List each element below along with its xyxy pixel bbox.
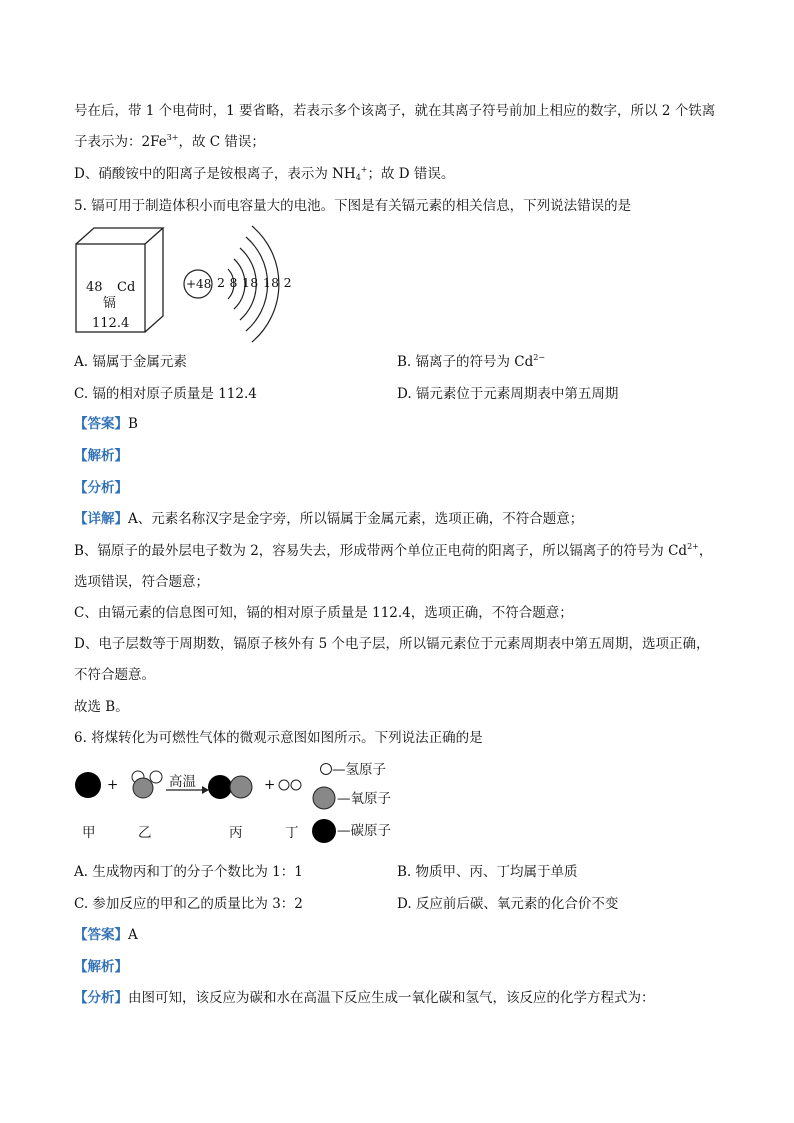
- q5-choice: 故选 B。: [74, 699, 129, 715]
- legend-hydrogen-atom: [321, 764, 332, 775]
- text-run: ；故 D 错误。: [367, 166, 455, 182]
- legend-carbon-atom: [312, 819, 336, 843]
- legend-carbon-label: —碳原子: [337, 823, 391, 839]
- q6-option-a: A. 生成物丙和丁的分子个数比为 1：1: [74, 864, 303, 880]
- label-yi: 乙: [138, 825, 152, 841]
- oxygen-atom: [230, 776, 252, 798]
- answer-label: 【答案】: [74, 416, 128, 432]
- carbon-atom: [75, 772, 101, 798]
- answer-value: B: [128, 416, 138, 432]
- label-ding: 丁: [285, 825, 299, 841]
- analysis-label: 【解析】: [74, 448, 128, 464]
- legend-oxygen-atom: [313, 787, 335, 809]
- q5-detail-b: [74, 541, 712, 561]
- question-6-stem: 6. 将煤转化为可燃性气体的微观示意图如图所示。下列说法正确的是: [74, 730, 483, 746]
- text-run: ，故 C 错误；: [178, 134, 265, 150]
- q6-answer: [74, 925, 138, 945]
- text-run: A、元素名称汉字是金字旁，所以镉属于金属元素，选项正确，不符合题意；: [128, 511, 584, 527]
- q5-fenxi-heading: [74, 478, 128, 498]
- question-5-stem: 5. 镉可用于制造体积小而电容量大的电池。下图是有关镉元素的相关信息，下列说法错误的是: [74, 198, 632, 214]
- reaction-diagram: [70, 758, 470, 858]
- paragraph-line: 号在后，带 1 个电荷时，1 要省略，若表示多个该离子，就在其离子符号前加上相应的数字，所以 2 个铁离: [74, 103, 716, 119]
- cube-top-face: [76, 228, 163, 244]
- q6-option-b: B. 物质甲、丙、丁均属于单质: [397, 864, 578, 880]
- text-run: ，: [698, 543, 713, 559]
- q6-option-c: C. 参加反应的甲和乙的质量比为 3：2: [74, 896, 303, 912]
- superscript: 3+: [166, 133, 179, 142]
- analysis-label: 【解析】: [74, 959, 128, 975]
- electron-shell-counts: 2 8 18 18 2: [217, 275, 292, 290]
- label-bing: 丙: [229, 825, 243, 841]
- element-atomic-mass: 112.4: [92, 316, 130, 331]
- q6-fenxi: [74, 988, 655, 1008]
- arrow-head: [202, 786, 209, 794]
- carbon-atom: [208, 775, 232, 799]
- detail-label: 【详解】: [74, 511, 128, 527]
- label-jia: 甲: [82, 825, 96, 841]
- q6-analysis-heading: [74, 957, 128, 977]
- hydrogen-atom: [150, 771, 162, 783]
- text-run: 子表示为：2Fe: [74, 134, 167, 150]
- element-symbol: Cd: [117, 280, 136, 295]
- subscript: 4: [355, 173, 361, 182]
- legend-hydrogen-label: —氢原子: [332, 762, 386, 778]
- q5-detail-b-cont: 选项错误，符合题意；: [74, 574, 209, 590]
- legend-oxygen-label: —氧原子: [337, 791, 391, 807]
- hydrogen-atom: [291, 780, 301, 790]
- q5-detail-a: [74, 509, 583, 529]
- q5-option-b: [397, 352, 545, 372]
- q5-answer: [74, 414, 138, 434]
- q5-option-a: A. 镉属于金属元素: [74, 354, 187, 370]
- nucleus-charge: +48: [186, 277, 212, 291]
- superscript: 2+: [687, 542, 699, 551]
- q5-detail-d: D、电子层数等于周期数，镉原子核外有 5 个电子层，所以镉元素位于元素周期表中第五周期，选项正确，: [74, 636, 710, 652]
- element-atomic-number: 48: [86, 280, 103, 295]
- text-run: B、镉原子的最外层电子数为 2，容易失去，形成带两个单位正电荷的阳离子，所以镉离子的符号为 Cd: [74, 543, 688, 559]
- answer-value: A: [128, 927, 138, 943]
- superscript: +: [360, 165, 368, 174]
- cube-side-face: [145, 228, 163, 332]
- element-name: 镉: [103, 296, 117, 311]
- reaction-condition: 高温: [169, 774, 196, 790]
- q5-option-c: C. 镉的相对原子质量是 112.4: [74, 386, 257, 402]
- plus-sign: +: [107, 777, 119, 793]
- fenxi-label: 【分析】: [74, 990, 128, 1006]
- q5-detail-d-cont: 不符合题意。: [74, 667, 155, 683]
- q6-option-d: D. 反应前后碳、氧元素的化合价不变: [397, 896, 619, 912]
- text-run: D、硝酸铵中的阳离子是铵根离子，表示为 NH: [74, 166, 356, 182]
- oxygen-atom: [133, 778, 153, 798]
- q5-detail-c: C、由镉元素的信息图可知，镉的相对原子质量是 112.4，选项正确，不符合题意；: [74, 605, 573, 621]
- hydrogen-atom: [279, 780, 289, 790]
- fenxi-label: 【分析】: [74, 480, 128, 496]
- text-run: B. 镉离子的符号为 Cd: [397, 354, 534, 370]
- paragraph-line: [74, 132, 265, 152]
- q5-analysis-heading: [74, 446, 128, 466]
- answer-label: 【答案】: [74, 927, 128, 943]
- plus-sign: +: [264, 777, 276, 793]
- q5-option-d: D. 镉元素位于元素周期表中第五周期: [397, 386, 619, 402]
- paragraph-line: [74, 164, 454, 184]
- text-run: 由图可知，该反应为碳和水在高温下反应生成一氧化碳和氢气，该反应的化学方程式为：: [128, 990, 655, 1006]
- superscript: 2−: [533, 353, 546, 362]
